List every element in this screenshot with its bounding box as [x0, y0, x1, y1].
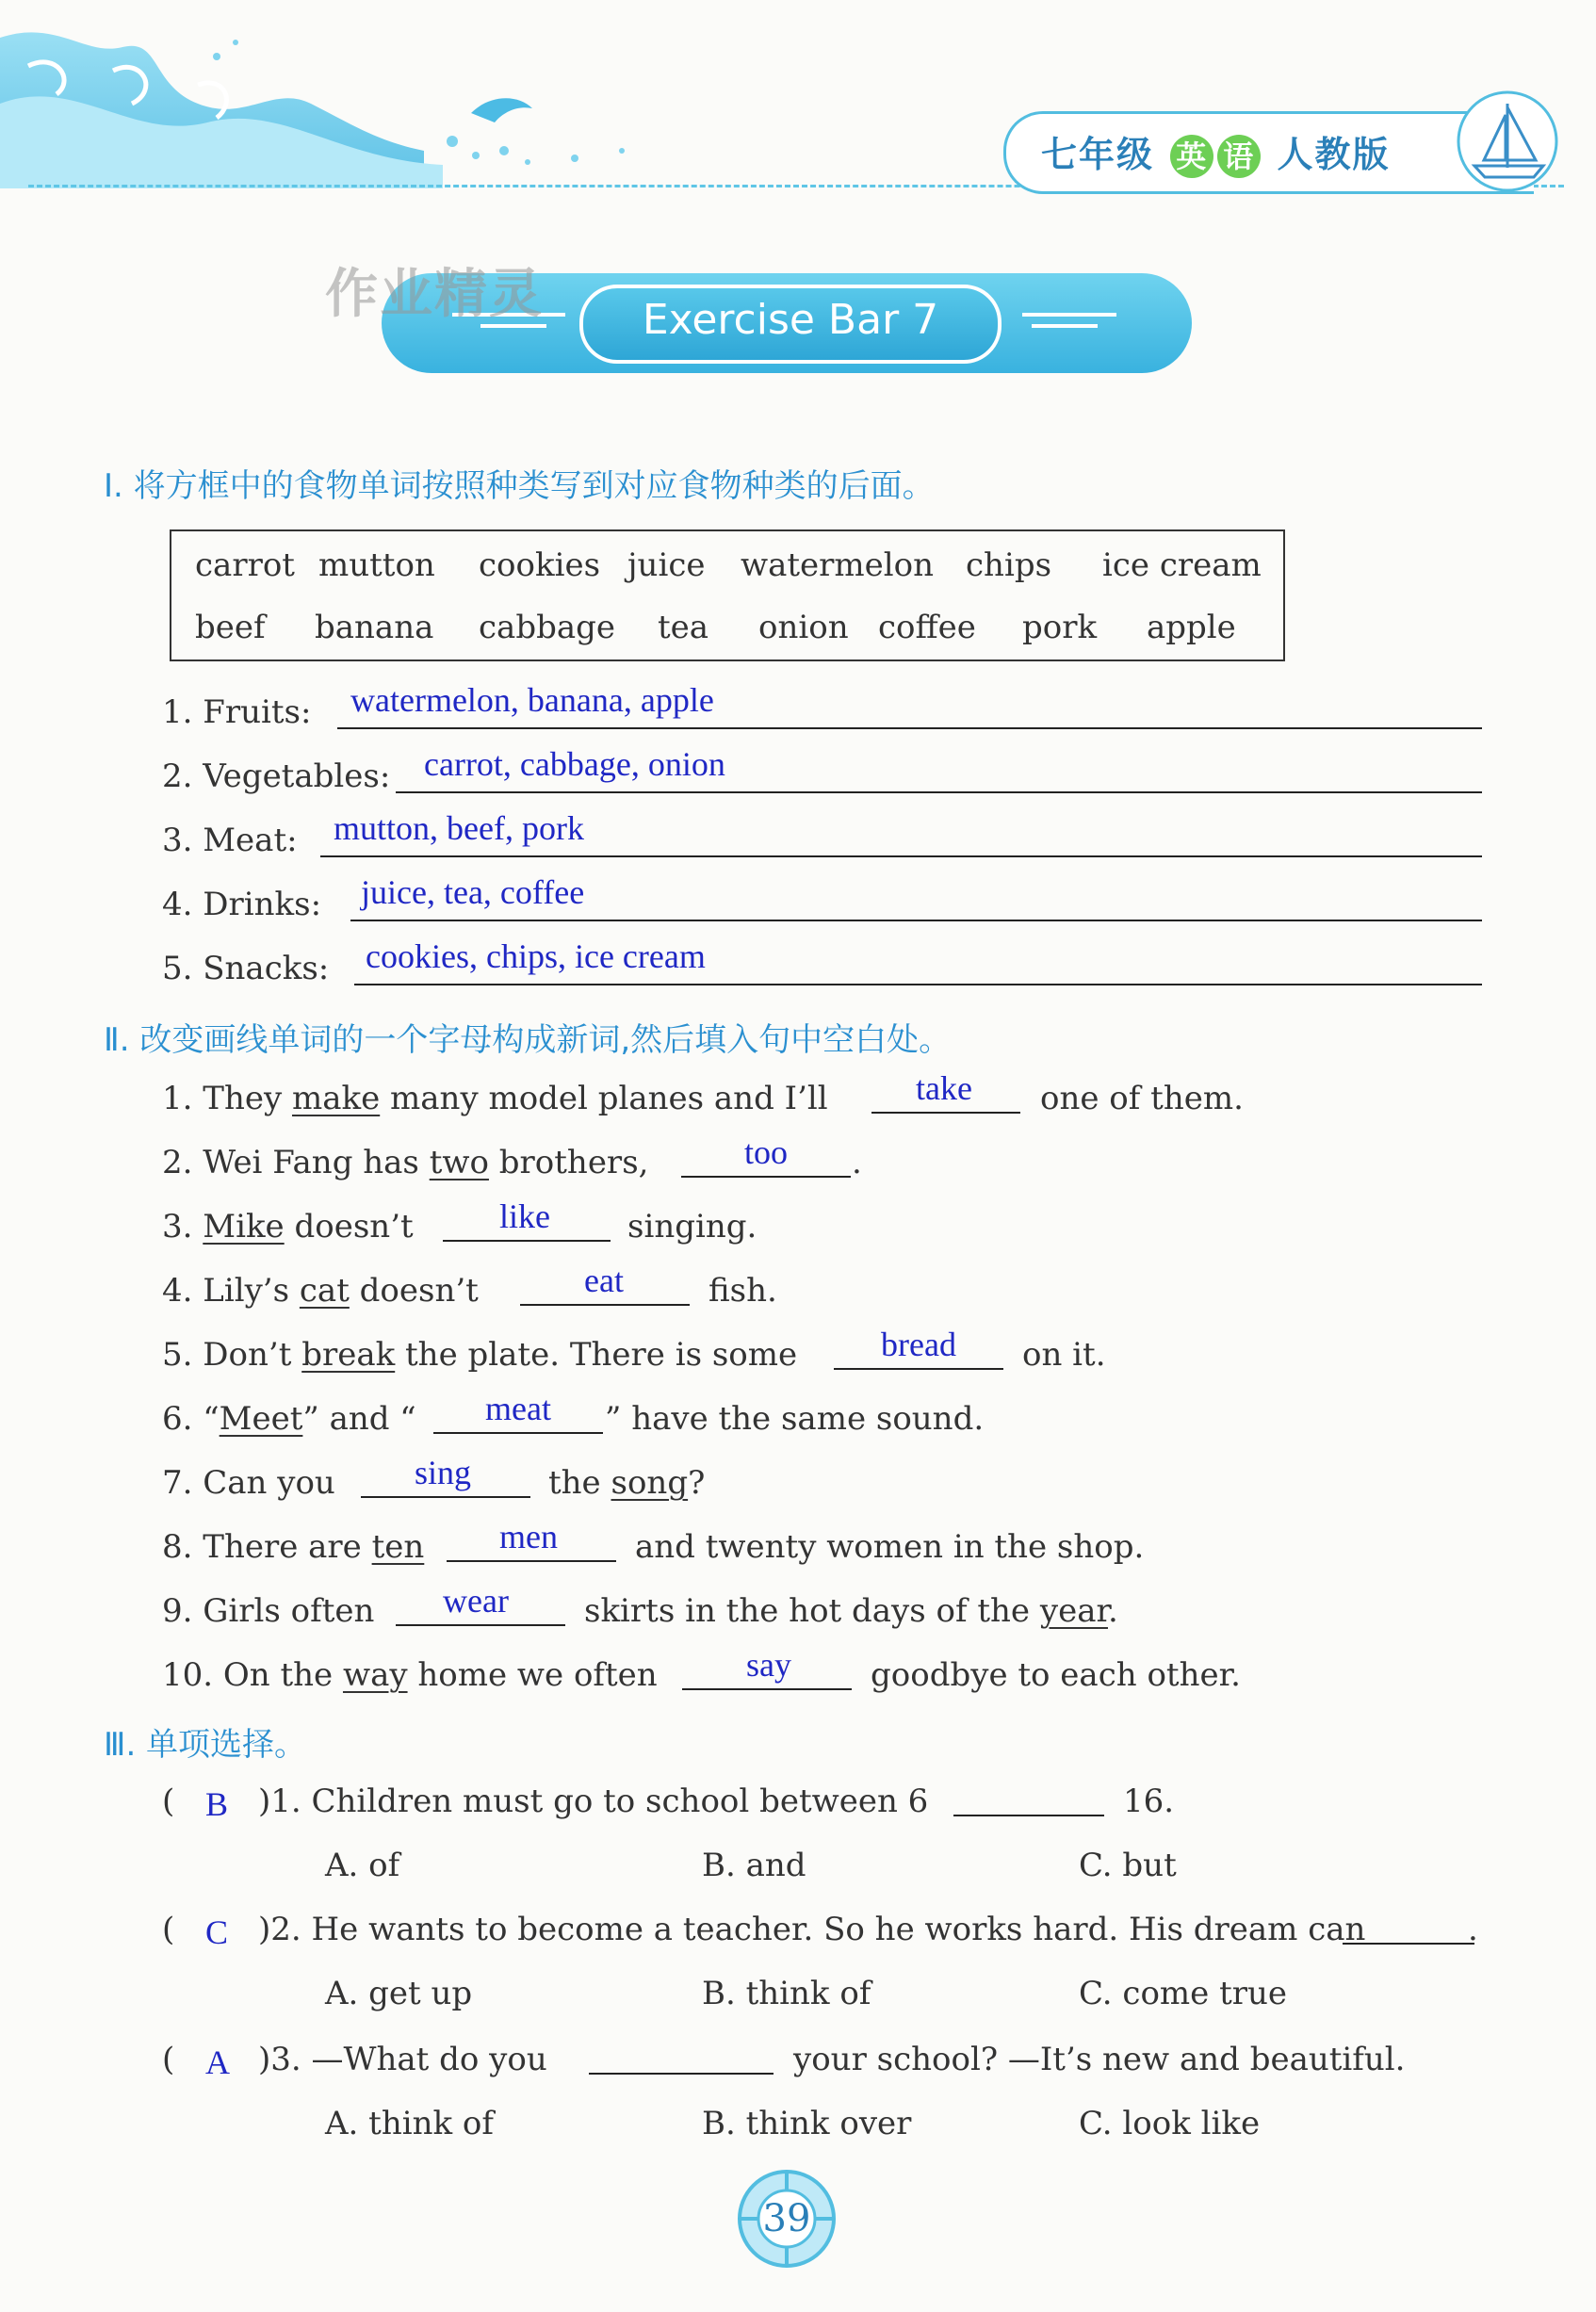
title-line-decoration-right	[1022, 301, 1116, 339]
word-item: coffee	[878, 609, 976, 646]
sentence-tail: on it.	[1022, 1336, 1106, 1374]
category-label: 5. Snacks:	[162, 950, 330, 987]
word-item: beef	[195, 609, 266, 646]
edition-text: 人教版	[1277, 134, 1391, 175]
underlined-word: two	[429, 1144, 489, 1181]
underlined-word: song	[611, 1464, 689, 1502]
answer-line	[589, 2073, 774, 2075]
option-b: B. think of	[702, 1975, 871, 2012]
category-label: 2. Vegetables:	[162, 757, 391, 795]
sentence-item: 4. Lily’s cat doesn’t	[162, 1272, 479, 1310]
sentence-tail: .	[852, 1144, 862, 1181]
answer-paren-open: (	[162, 1783, 175, 1820]
sentence-item: 9. Girls often	[162, 1592, 375, 1630]
answer-text: juice, tea, coffee	[361, 873, 585, 911]
answer-line	[871, 1112, 1020, 1114]
subject-char-1: 英	[1170, 135, 1213, 178]
answer-line	[433, 1432, 603, 1434]
answer-line	[354, 984, 1482, 985]
option-a: A. get up	[325, 1975, 473, 2012]
answer-text: sing	[415, 1454, 472, 1491]
sentence-tail: the song?	[548, 1464, 706, 1502]
underlined-word: ten	[371, 1528, 425, 1566]
grade-label	[1041, 125, 1391, 178]
sentence-tail: skirts in the hot days of the year.	[584, 1592, 1118, 1630]
word-item: watermelon	[741, 546, 935, 584]
answer-line	[520, 1304, 690, 1306]
word-item: pork	[1022, 609, 1098, 646]
answer-line	[681, 1176, 851, 1178]
answer-line	[443, 1240, 611, 1242]
answer-line	[682, 1688, 852, 1690]
question-stem: )2. He wants to become a teacher. So he works hard. His dream can	[258, 1911, 1366, 1948]
answer-line	[361, 1496, 530, 1498]
answer-text: mutton, beef, pork	[334, 809, 584, 847]
sentence-item: 6. “Meet” and “	[162, 1400, 416, 1438]
word-item: juice	[627, 546, 706, 584]
underlined-word: break	[301, 1336, 396, 1374]
answer-text: eat	[584, 1262, 624, 1299]
sentence-tail: goodbye to each other.	[871, 1656, 1241, 1694]
word-item: ice cream	[1102, 546, 1262, 584]
answer-text: carrot, cabbage, onion	[424, 745, 725, 783]
sentence-tail: ” have the same sound.	[605, 1400, 985, 1438]
sentence-item: 10. On the way home we often	[162, 1656, 658, 1694]
question-stem-end: 16.	[1123, 1783, 1175, 1820]
header-wave-decoration	[0, 0, 678, 198]
answer-line	[350, 920, 1482, 921]
answer-text: cookies, chips, ice cream	[366, 937, 706, 975]
sentence-item: 8. There are ten	[162, 1528, 425, 1566]
sentence-item: 1. They make many model planes and I’ll	[162, 1080, 828, 1117]
word-item: tea	[658, 609, 709, 646]
page-title: Exercise Bar 7	[642, 296, 939, 344]
word-item: carrot	[195, 546, 295, 584]
sentence-item: 5. Don’t break the plate. There is some	[162, 1336, 798, 1374]
option-b: B. think over	[702, 2105, 912, 2142]
answer-line	[1343, 1943, 1474, 1945]
answer-line	[396, 1624, 565, 1626]
sentence-tail: fish.	[708, 1272, 777, 1310]
sentence-item: 2. Wei Fang has two brothers,	[162, 1144, 649, 1181]
underlined-word: way	[342, 1656, 408, 1694]
answer-text: too	[744, 1133, 789, 1171]
word-item: apple	[1147, 609, 1236, 646]
choice-answer: A	[205, 2043, 230, 2081]
option-c: C. come true	[1079, 1975, 1288, 2012]
underlined-word: Mike	[203, 1208, 285, 1246]
watermark: 作业精灵	[325, 264, 544, 325]
underlined-word: year	[1039, 1592, 1108, 1630]
sentence-tail: one of them.	[1040, 1080, 1244, 1117]
section-1-heading: Ⅰ. 将方框中的食物单词按照种类写到对应食物种类的后面。	[104, 467, 935, 505]
word-item: onion	[758, 609, 849, 646]
answer-text: like	[499, 1197, 550, 1235]
word-item: cabbage	[479, 609, 615, 646]
page-number: 39	[762, 2197, 811, 2240]
sentence-tail: and twenty women in the shop.	[635, 1528, 1145, 1566]
answer-text: wear	[443, 1582, 509, 1620]
answer-paren-open: (	[162, 2041, 175, 2078]
question-stem: )3. —What do you	[258, 2041, 547, 2078]
choice-answer: B	[205, 1785, 229, 1823]
category-label: 3. Meat:	[162, 822, 298, 859]
sailboat-icon	[1432, 66, 1583, 198]
question-stem-end: .	[1468, 1911, 1478, 1948]
word-item: mutton	[318, 546, 435, 584]
underlined-word: cat	[299, 1272, 350, 1310]
category-label: 4. Drinks:	[162, 886, 322, 923]
sentence-item: 3. Mike doesn’t	[162, 1208, 414, 1246]
word-item: cookies	[479, 546, 601, 584]
question-stem-end: your school? —It’s new and beautiful.	[793, 2041, 1406, 2078]
option-a: A. of	[325, 1847, 400, 1884]
underlined-word: make	[291, 1080, 381, 1117]
option-c: C. but	[1079, 1847, 1177, 1884]
question-stem: )1. Children must go to school between 6	[258, 1783, 929, 1820]
section-2-heading: Ⅱ. 改变画线单词的一个字母构成新词,然后填入句中空白处。	[104, 1021, 952, 1059]
answer-text: say	[746, 1646, 791, 1684]
answer-line	[953, 1815, 1104, 1816]
answer-paren-open: (	[162, 1911, 175, 1948]
answer-text: take	[916, 1069, 972, 1107]
grade-text: 七年级	[1041, 134, 1155, 175]
answer-text: bread	[881, 1326, 956, 1363]
section-3-heading: Ⅲ. 单项选择。	[104, 1726, 307, 1764]
answer-text: meat	[485, 1390, 551, 1427]
subject-char-2: 语	[1217, 135, 1261, 178]
answer-line	[337, 727, 1482, 729]
category-label: 1. Fruits:	[162, 693, 312, 731]
answer-line	[447, 1560, 616, 1562]
answer-text: men	[499, 1518, 558, 1555]
sentence-item: 7. Can you	[162, 1464, 335, 1502]
word-item: banana	[315, 609, 434, 646]
choice-answer: C	[205, 1913, 229, 1951]
answer-line	[320, 855, 1482, 857]
answer-line	[834, 1368, 1003, 1370]
sentence-tail: singing.	[627, 1208, 757, 1246]
word-item: chips	[966, 546, 1052, 584]
option-c: C. look like	[1079, 2105, 1261, 2142]
answer-line	[396, 791, 1482, 793]
option-a: A. think of	[325, 2105, 494, 2142]
answer-text: watermelon, banana, apple	[350, 681, 714, 719]
underlined-word: Meet	[219, 1400, 303, 1438]
option-b: B. and	[702, 1847, 806, 1884]
